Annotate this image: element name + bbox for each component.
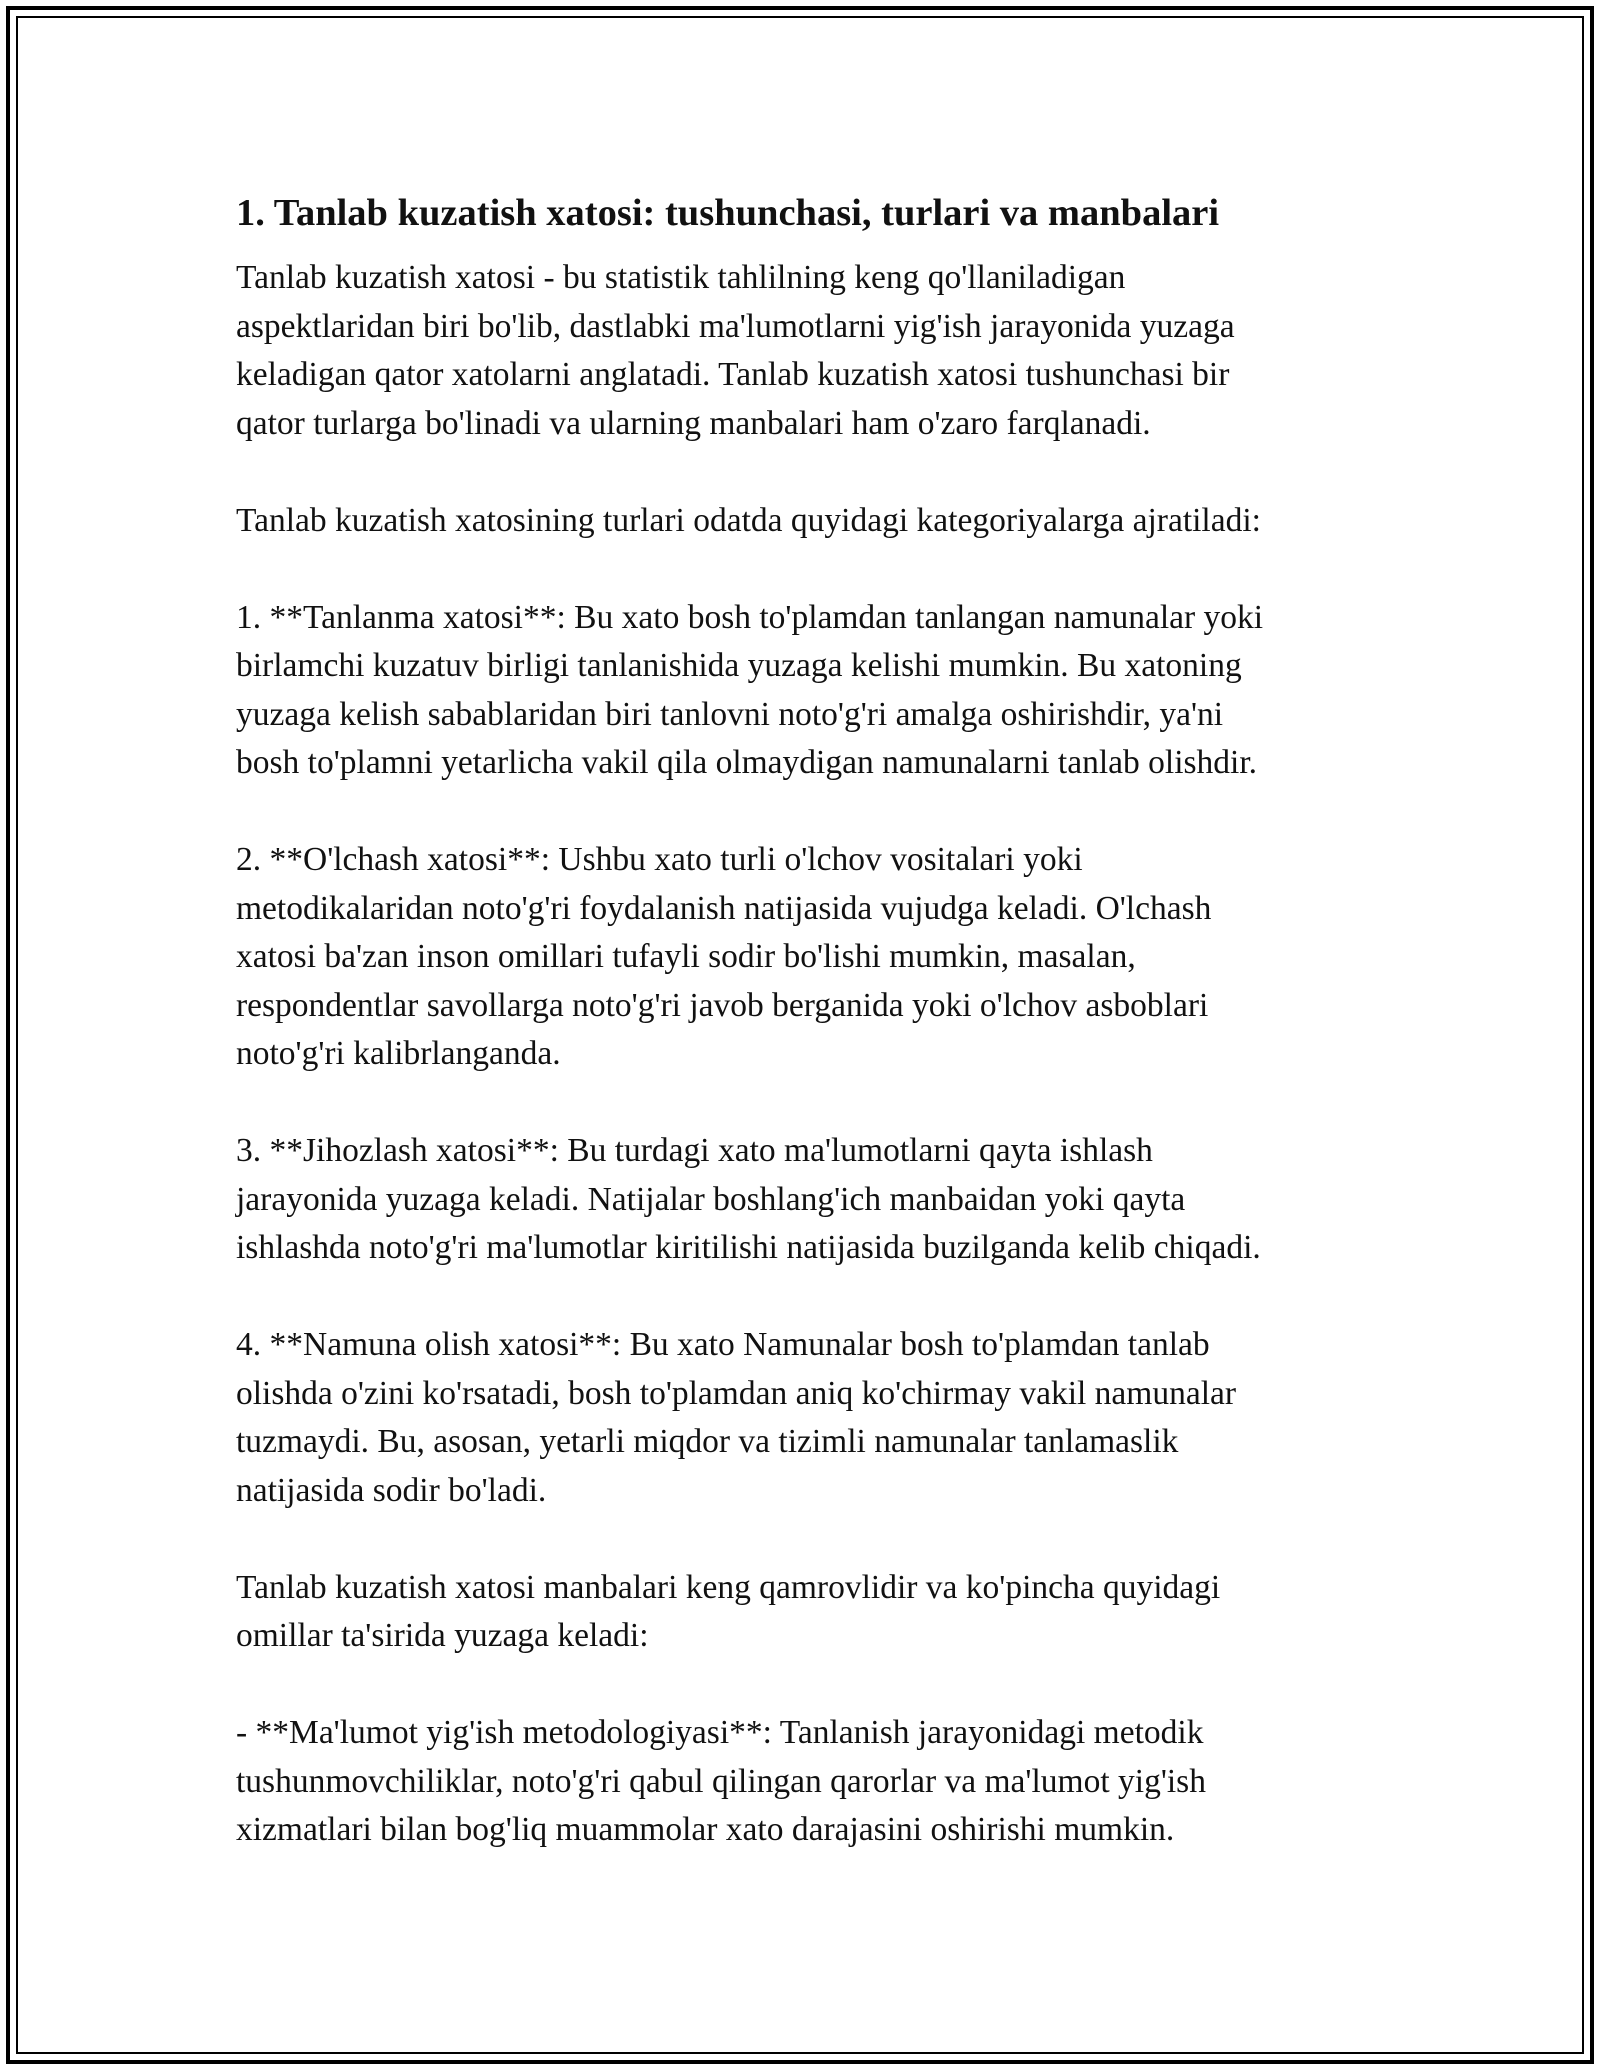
document-body	[236, 186, 1396, 1903]
list-item-methodology: - **Ma'lumot yig'ish metodologiyasi**: Tanlanish jarayonidagi metodik tushunmovchiliklar, noto'g'ri qabul qilingan qarorlar va ma'lumot yig'ish xizmatlari bilan bog'liq muammolar xato darajasini oshirishi mumkin.	[236, 1714, 1206, 1848]
section-title: 1. Tanlab kuzatish xatosi: tushunchasi, turlari va manbalari	[236, 192, 1220, 234]
list-item-sample-collection-error: 4. **Namuna olish xatosi**: Bu xato Namunalar bosh to'plamdan tanlab olishda o'zini ko'rsatadi, bosh to'plamdan aniq ko'chirmay vakil namunalar tuzmaydi. Bu, asosan, yetarli miqdor va tizimli namunalar tanlamaslik natijasida sodir bo'ladi.	[236, 1326, 1237, 1509]
paragraph-types-lead: Tanlab kuzatish xatosining turlari odatda quyidagi kategoriyalarga ajratiladi:	[236, 501, 1261, 539]
list-item-sampling-error: 1. **Tanlanma xatosi**: Bu xato bosh to'plamdan tanlangan namunalar yoki birlamchi kuzatuv birligi tanlanishida yuzaga kelishi mumkin. Bu xatoning yuzaga kelish sabablaridan biri tanlovni noto'g'ri amalga oshirishdir, ya'ni bosh to'plamni yetarlicha vakil qila olmaydigan namunalarni tanlab olishdir.	[236, 598, 1264, 781]
paragraph-sources-lead: Tanlab kuzatish xatosi manbalari keng qamrovlidir va ko'pincha quyidagi omillar ta'sirida yuzaga keladi:	[236, 1568, 1221, 1654]
paragraph-intro: Tanlab kuzatish xatosi - bu statistik tahlilning keng qo'llaniladigan aspektlaridan biri bo'lib, dastlabki ma'lumotlarni yig'ish jarayonida yuzaga keladigan qator xatolarni anglatadi. Tanlab kuzatish xatosi tushunchasi bir qator turlarga bo'linadi va ularning manbalari ham o'zaro farqlanadi.	[236, 259, 1235, 442]
list-item-processing-error: 3. **Jihozlash xatosi**: Bu turdagi xato ma'lumotlarni qayta ishlash jarayonida yuzaga keladi. Natijalar boshlang'ich manbaidan yoki qayta ishlashda noto'g'ri ma'lumotlar kiritilishi natijasida buzilganda kelib chiqadi.	[236, 1132, 1261, 1266]
list-item-measurement-error: 2. **O'lchash xatosi**: Ushbu xato turli o'lchov vositalari yoki metodikalaridan noto'g'ri foydalanish natijasida vujudga keladi. O'lchash xatosi ba'zan inson omillari tufayli sodir bo'lishi mumkin, masalan, respondentlar savollarga noto'g'ri javob berganida yoki o'lchov asboblari noto'g'ri kalibrlanganda.	[236, 841, 1212, 1072]
